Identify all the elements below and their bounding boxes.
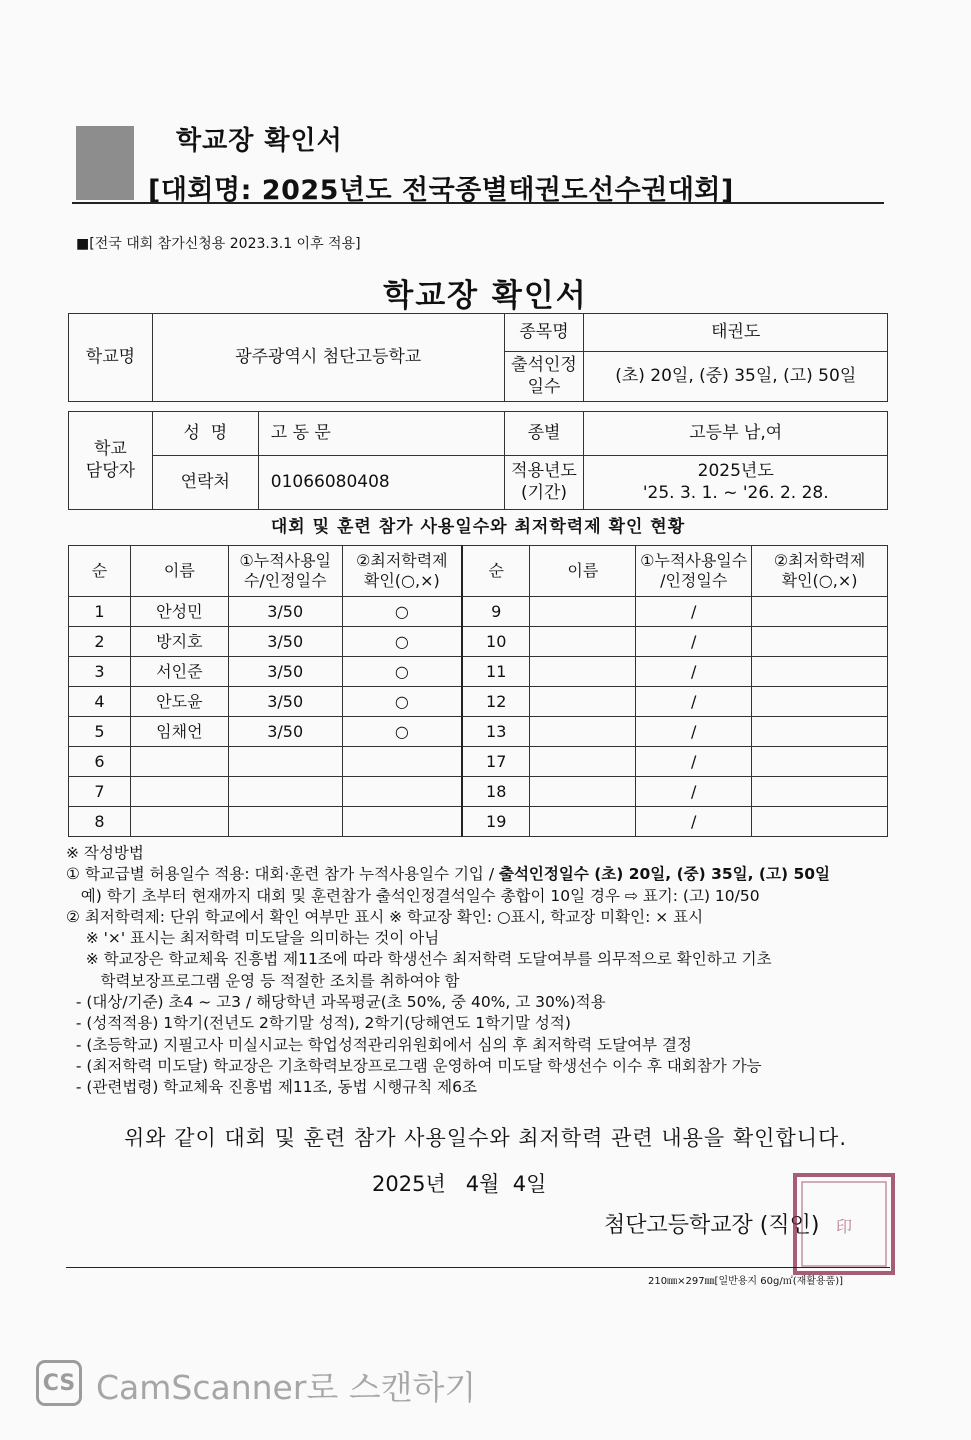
row-name-right [530, 717, 636, 747]
header-name: 이름 [130, 546, 228, 597]
row-used-days-right: / [636, 627, 752, 657]
manager-label: 학교 담당자 [69, 412, 153, 510]
row-used-days [228, 807, 342, 837]
row-min-academic-right [752, 657, 888, 687]
row-name: 임채언 [130, 717, 228, 747]
header-min-academic: ②최저학력제 확인(○,×) [342, 546, 462, 597]
attendance-label: 출석인정 일수 [504, 352, 584, 402]
svg-text:印: 印 [835, 1217, 853, 1236]
row-used-days [228, 747, 342, 777]
row-used-days-right: / [636, 687, 752, 717]
row-used-days: 3/50 [228, 597, 342, 627]
info-spacer [69, 402, 888, 412]
principal-signature: 첨단고등학교장 (직인) [604, 1213, 820, 1238]
issue-date: 2025년 4월 4일 [372, 1172, 547, 1196]
row-used-days-right: / [636, 807, 752, 837]
row-used-days: 3/50 [228, 657, 342, 687]
row-min-academic: ○ [342, 627, 462, 657]
row-min-academic-right [752, 597, 888, 627]
table-row [69, 717, 888, 747]
row-used-days-right: / [636, 657, 752, 687]
row-min-academic-right [752, 627, 888, 657]
row-min-academic: ○ [342, 657, 462, 687]
row-name: 안도윤 [130, 687, 228, 717]
row-used-days-right: / [636, 747, 752, 777]
note-line-6: 학력보장프로그램 운영 등 적절한 조치를 취하여야 함 [66, 971, 460, 990]
row-no: 2 [69, 627, 131, 657]
row-min-academic-right [752, 717, 888, 747]
table-row [69, 687, 888, 717]
row-no-right: 17 [462, 747, 530, 777]
table-row [69, 747, 888, 777]
header-divider [72, 202, 884, 204]
header-no-right: 순 [462, 546, 530, 597]
row-no: 1 [69, 597, 131, 627]
header-event-name: [대회명: 2025년도 전국종별태권도선수권대회] [148, 175, 734, 206]
row-min-academic-right [752, 687, 888, 717]
contact-label: 연락처 [152, 456, 258, 510]
note-line-11: - (관련법령) 학교체육 진흥법 제11조, 동법 시행규칙 제6조 [66, 1078, 477, 1097]
row-no: 4 [69, 687, 131, 717]
row-name-right [530, 627, 636, 657]
table-row [69, 777, 888, 807]
header-gray-block [76, 126, 134, 200]
row-used-days [228, 777, 342, 807]
header-no: 순 [69, 546, 131, 597]
row-no: 8 [69, 807, 131, 837]
row-no-right: 13 [462, 717, 530, 747]
note-line-3: ② 최저학력제: 단위 학교에서 확인 여부만 표시 ※ 학교장 확인: ○표시, 학교장 미확인: × 표시 [66, 907, 704, 926]
notes-heading: ※ 작성방법 [66, 844, 144, 862]
school-seal [790, 1170, 898, 1278]
row-min-academic [342, 747, 462, 777]
header-min-academic-right: ②최저학력제 확인(○,×) [752, 546, 888, 597]
paper-spec: 210㎜×297㎜[일반용지 60g/㎡(재활용품)] [648, 1276, 844, 1287]
main-title: 학교장 확인서 [383, 278, 588, 314]
row-used-days: 3/50 [228, 717, 342, 747]
period-value: '25. 3. 1. ~ '26. 2. 28. [642, 482, 829, 503]
note-line-9: - (초등학교) 지필고사 미실시교는 학업성적관리위원회에서 심의 후 최저학력 도달여부 결정 [66, 1035, 692, 1054]
event-type-value: 태권도 [584, 314, 888, 352]
category-value: 고등부 남,여 [584, 412, 888, 456]
row-no-right: 11 [462, 657, 530, 687]
row-min-academic-right [752, 777, 888, 807]
row-min-academic-right [752, 807, 888, 837]
row-name [130, 747, 228, 777]
year-cell [584, 456, 888, 510]
row-min-academic: ○ [342, 717, 462, 747]
name-label: 성 명 [152, 412, 258, 456]
camscanner-watermark: CamScanner로 스캔하기 [96, 1368, 477, 1407]
instructions [66, 843, 896, 1099]
row-min-academic: ○ [342, 687, 462, 717]
table-row [69, 807, 888, 837]
row-name-right [530, 597, 636, 627]
section-title: 대회 및 훈련 참가 사용일수와 최저학력제 확인 현황 [270, 517, 686, 537]
year-value: 2025년도 [697, 461, 774, 482]
row-min-academic [342, 777, 462, 807]
row-name-right [530, 747, 636, 777]
footer-divider [66, 1267, 890, 1268]
note-line-5: ※ 학교장은 학교체육 진흥법 제11조에 따라 학생선수 최저학력 도달여부를 의무적으로 확인하고 기초 [66, 950, 772, 969]
note-line-7: - (대상/기준) 초4 ~ 고3 / 해당학년 과목평균(초 50%, 중 40%, 고 30%)적용 [66, 993, 606, 1012]
row-name-right [530, 657, 636, 687]
row-name-right [530, 687, 636, 717]
camscanner-logo-icon: CS [36, 1360, 82, 1406]
row-used-days: 3/50 [228, 687, 342, 717]
row-min-academic-right [752, 747, 888, 777]
note-line-4: ※ '×' 표시는 최저학력 미도달을 의미하는 것이 아님 [66, 929, 440, 948]
header-title: 학교장 확인서 [176, 126, 343, 156]
row-no-right: 19 [462, 807, 530, 837]
application-note: ■[전국 대회 참가신청용 2023.3.1 이후 적용] [76, 236, 361, 252]
header-used-days-right: ①누적사용일수 /인정일수 [636, 546, 752, 597]
row-used-days: 3/50 [228, 627, 342, 657]
row-used-days-right: / [636, 597, 752, 627]
row-used-days-right: / [636, 777, 752, 807]
table-row [69, 657, 888, 687]
note-line-10: - (최저학력 미도달) 학교장은 기초학력보장프로그램 운영하여 미도달 학생선수 이수 후 대회참가 가능 [66, 1056, 762, 1075]
row-name-right [530, 777, 636, 807]
contact-value: 01066080408 [258, 456, 504, 510]
row-no: 7 [69, 777, 131, 807]
confirmation-statement: 위와 같이 대회 및 훈련 참가 사용일수와 최저학력 관련 내용을 확인합니다. [123, 1126, 847, 1150]
row-name-right [530, 807, 636, 837]
info-table [68, 313, 888, 510]
school-label: 학교명 [69, 314, 153, 402]
row-name [130, 777, 228, 807]
header-name-right: 이름 [530, 546, 636, 597]
table-header-row [69, 546, 888, 597]
note-line-8: - (성적적용) 1학기(전년도 2학기말 성적), 2학기(당해연도 1학기말 성적) [66, 1014, 571, 1033]
row-no: 6 [69, 747, 131, 777]
category-label: 종별 [504, 412, 584, 456]
row-name: 안성민 [130, 597, 228, 627]
row-name [130, 807, 228, 837]
row-no-right: 10 [462, 627, 530, 657]
row-name: 방지호 [130, 627, 228, 657]
row-min-academic [342, 807, 462, 837]
row-min-academic: ○ [342, 597, 462, 627]
athlete-table [68, 545, 888, 837]
note-line-1-bold: 출석인정일수 (초) 20일, (중) 35일, (고) 50일 [498, 865, 831, 884]
name-value: 고 동 문 [258, 412, 504, 456]
year-label: 적용년도 (기간) [504, 456, 584, 510]
note-line-1 [66, 864, 896, 885]
row-no-right: 9 [462, 597, 530, 627]
note-line-1-text: ① 학교급별 허용일수 적용: 대회·훈련 참가 누적사용일수 기입 / [66, 865, 499, 884]
row-no: 5 [69, 717, 131, 747]
row-no: 3 [69, 657, 131, 687]
row-used-days-right: / [636, 717, 752, 747]
row-name: 서인준 [130, 657, 228, 687]
note-line-2: 예) 학기 초부터 현재까지 대회 및 훈련참가 출석인정결석일수 총합이 10일 경우 ⇨ 표기: (고) 10/50 [66, 886, 760, 905]
table-row [69, 627, 888, 657]
attendance-value: (초) 20일, (중) 35일, (고) 50일 [584, 352, 888, 402]
school-value: 광주광역시 첨단고등학교 [152, 314, 504, 402]
row-no-right: 12 [462, 687, 530, 717]
row-no-right: 18 [462, 777, 530, 807]
table-row [69, 597, 888, 627]
event-type-label: 종목명 [504, 314, 584, 352]
header-used-days: ①누적사용일 수/인정일수 [228, 546, 342, 597]
